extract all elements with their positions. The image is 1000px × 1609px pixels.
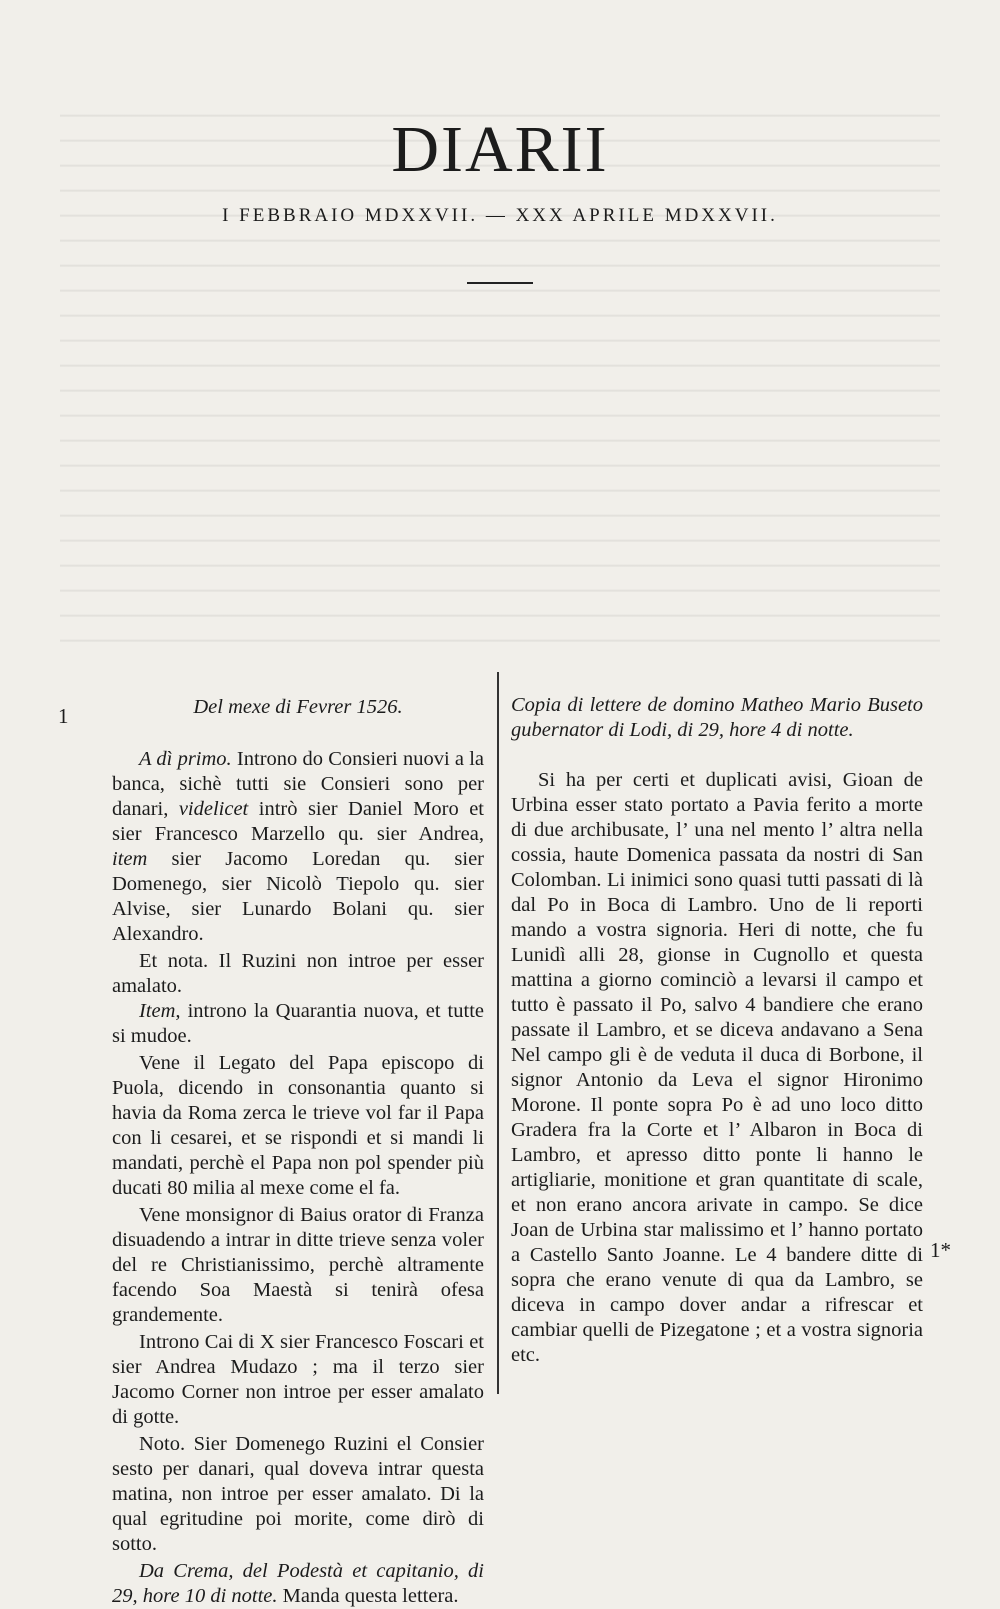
paragraph-2: Et nota. Il Ruzini non introe per esser amalato. — [112, 950, 484, 997]
paragraph-4: Vene il Legato del Papa episcopo di Puola, dicendo in consonantia quanto si havia da Roma zerca le trieve vol far il Papa con li cesarei, et se rispondi et si mandi li mandati, perchè el Papa non pol spender più ducati 80 milia al mexe come el fa. — [112, 1052, 484, 1199]
page-title: DIARII — [391, 113, 609, 186]
paragraph-6: Introno Cai di X sier Francesco Foscari et sier Andrea Mudazo ; ma il terzo sier Jacomo Corner non introe per esser amalato di gotte. — [112, 1331, 484, 1428]
letter-body: Si ha per certi et duplicati avisi, Gioan de Urbina esser stato portato a Pavia ferito a morte di due archibusate, l’ una nel mento l’ altra nella cossia, haute Domenica passata da nostri di San Colomban. Li inimici sono quasi tutti passati di là dal Po in Boca di Lambro. Uno de li reporti mando a vostra signoria. Heri di notte, che fu Lunidì alli 28, gionse in Cugnollo et questa mattina a giorno cominciò a levarsi il campo et tutto è passato il Po, salvo 4 bandiere che erano passate il Lambro, et se diceva andavano a Sena Nel campo gli è de veduta il duca di Borbone, il signor Antonio da Leva el signor Hironimo Morone. Il ponte sopra Po è ad uno loco ditto Gradera fra la Corte et l’ Albaron in Boca di Lambro, et apresso ditto ponte li hanno le artigliarie, monitione et gran quantitate di scale, et non erano ancora arivate in campo. Se dice Joan de Urbina star malissimo et l’ hanno portato a Castello Santo Joanne. Le 4 bandere ditte di sopra che erano venute di qua da Lambro, se diceva in campo dover andar a rifrescar et cambiar quelli de Pizegatone ; et a vostra signoria etc. — [511, 769, 923, 1366]
margin-marker-left: 1 — [58, 704, 69, 728]
right-column — [511, 693, 923, 1368]
column-divider — [497, 672, 499, 1394]
page-subtitle: I FEBBRAIO MDXXVII. — XXX APRILE MDXXVII. — [222, 205, 778, 226]
left-column — [112, 695, 484, 1609]
paragraph-lead: A dì primo. — [139, 748, 232, 770]
paragraph-1: A dì primo. Introno do Consieri nuovi a la banca, sichè tutti sie Consieri sono per danari, videlicet intrò sier Daniel Moro et sier Francesco Marzello qu. sier Andrea, item sier Jacomo Loredan qu. sier Domenego, sier Nicolò Tiepolo qu. sier Alvise, sier Lunardo Bolani qu. sier Alexandro. — [112, 748, 485, 945]
paragraph-8: Da Crema, del Podestà et capitanio, di 29, hore 10 di notte. Manda questa lettera. — [112, 1560, 484, 1607]
left-column-heading: Del mexe di Fevrer 1526. — [193, 696, 403, 718]
paragraph-5: Vene monsignor di Baius orator di Franza disuadendo a intrar in ditte trieve senza voler del re Christianissimo, perchè altramente facendo Soa Maestà si tenirà ofesa grandemente. — [112, 1204, 484, 1326]
title-rule — [467, 282, 533, 284]
paragraph-7: Noto. Sier Domenego Ruzini el Consier sesto per danari, qual doveva intrar questa matina, non introe per esser amalato. Di la qual egritudine poi morite, come dirò di sotto. — [112, 1433, 484, 1555]
margin-marker-right: 1* — [930, 1238, 951, 1262]
paragraph-3: Item, introno la Quarantia nuova, et tutte si mudoe. — [112, 1000, 484, 1047]
right-column-heading: Copia di lettere de domino Matheo Mario Buseto gubernator di Lodi, di 29, hore 4 di notte. — [511, 694, 923, 741]
